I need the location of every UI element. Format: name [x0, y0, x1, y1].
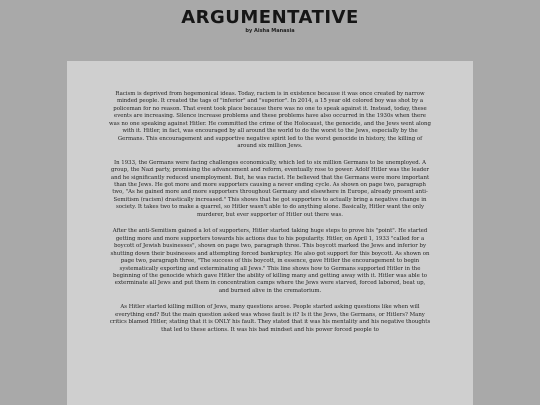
author-byline: by Aisha Manasia [245, 28, 295, 34]
page-header [0, 0, 540, 60]
document-title: ARGUMENTATIVE [181, 7, 359, 28]
article-body [109, 91, 431, 343]
paragraph-4: As Hitler started killing million of Jews, many questions arose. People started asking questions like when will everything end? But the main question asked was whose fault is it? Is it the Jews, the Germans, or Hitlers? Many critics blamed Hitler, stating that it is ONLY his fault. They stated that it was his mentality and his negative thoughts that led to these actions. It was his bad mindset and his power forced people to [109, 304, 431, 333]
document-page[interactable] [67, 61, 473, 405]
paragraph-1: Racism is deprived from hegemonical ideas. Today, racism is in existence because it was once created by narrow minded people. It created the tags of "inferior" and "superior". In 2014, a 15 year old colored boy was shot by a policeman for no reason. That event took place because there was no one to speak against it. Instead, today, these events are increasing. Silence increase problems and these problems have also occurred in the 1930s when there was no one speaking against Hitler. He committed the crime of the Holocaust, the genocide, and the Jews went along with it. Hitler, in fact, was encouraged by all around the world to do the worst to the Jews, especially by the Germans. This encouragement and supportive negative spirit led to the worst genocide in history, the killing of around six million Jews. [109, 91, 431, 150]
paragraph-3: After the anti-Semitism gained a lot of supporters, Hitler started taking huge steps to prove his "point". He started getting more and more supporters towards his actions due to his popularity. Hitler, on April 1, 1933 "called for a boycott of Jewish businesses", shown on page two, paragraph three. This boycott marked the Jews and inferior by shutting down their businesses and attempting forced bankruptcy. He also got support for this boycott. As shown on page two, paragraph three, "The success of this boycott, in essence, gave Hitler the encouragement to begin systematically exporting and exterminating all Jews." This line shows how to Germans supported Hitler in the beginning of the genocide which gave Hitler the ability of killing many and getting away with it. Hitler was able to exterminate all Jews and put them in concentration camps where the Jews were starved, forced labored, beat up, and burned alive in the crematorium. [110, 228, 430, 294]
paragraph-2: In 1933, the Germans were facing challenges economically, which led to six million Germans to be unemployed. A group, the Nazi party, promising the advancement and reform, eventually rose to power. Adolf Hitler was the leader and he significantly reduced unemployment. But, he was racist. He believed that the Germans were more important than the Jews. He got more and more supporters causing a never ending cycle. As shown on page two, paragraph two, "As he gained more and more supporters throughout Germany and elsewhere in Europe, already present anti-Semitism (racism) drastically increased." This shows that he got supporters to actually bring a negative change in society. It takes two to make a quarrel, so Hitler wasn't able to do anything alone. Basically, Hitler want the only murderer, but ever supporter of Hitler out there was. [110, 159, 430, 218]
